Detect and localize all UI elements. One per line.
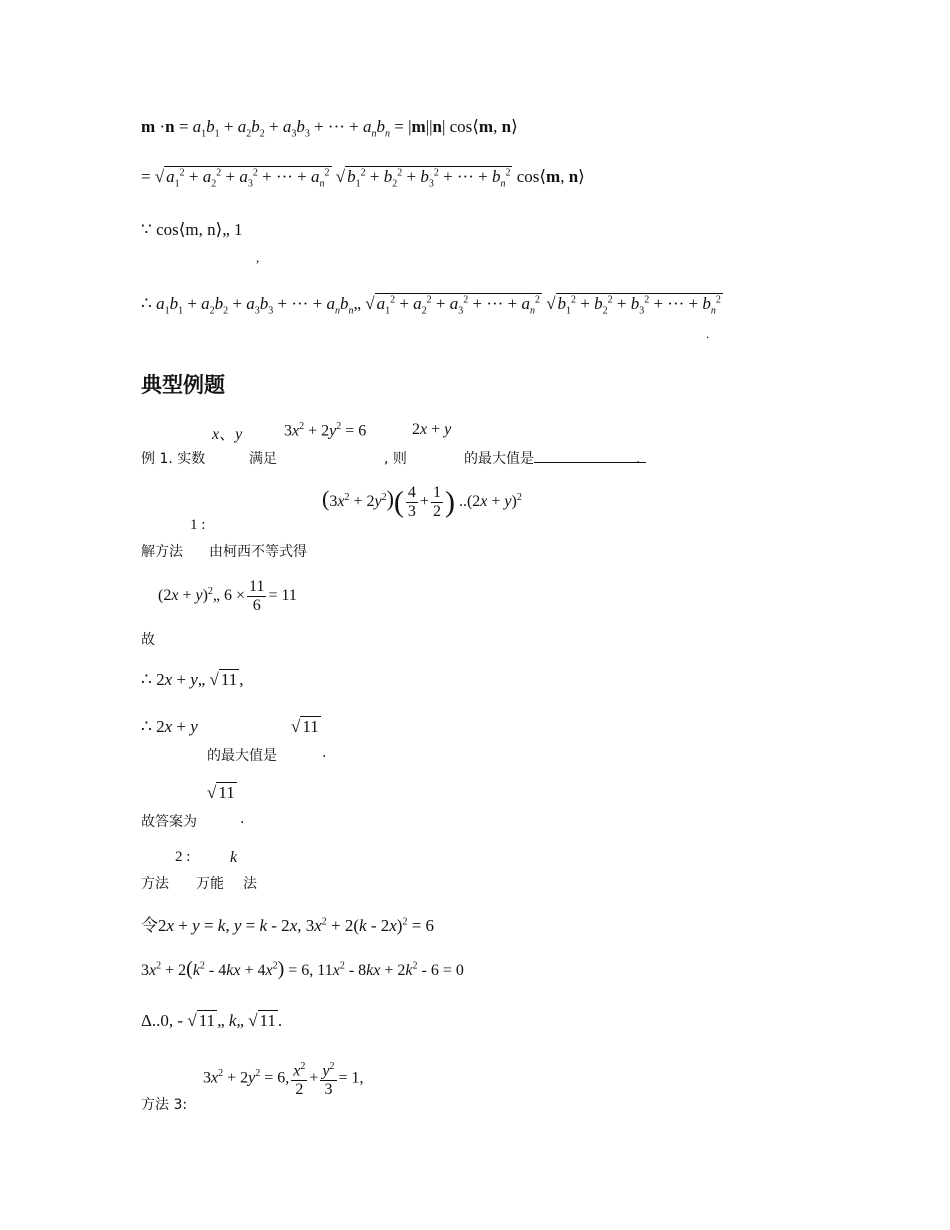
dot-product-formula: $m \cdot n = a_1b_1 + a_2b_2 + a_3b_3$ + ··· + $a_nb_n = |m||n|$ cos⟨m, n⟩ bbox=[141, 117, 518, 140]
method1-inequality: $(3x^2 + 2y^2)$( $\frac{4}{3}$ + $\frac{1}{2}$ ) $..(2x + y)^2$ bbox=[322, 484, 522, 520]
method1-answer-end: . bbox=[240, 811, 245, 827]
method1-inequality2: $(2x + y)^2„$ 6 × $\frac{11}{6}$ = 11 bbox=[158, 578, 297, 614]
method1-result2-end: . bbox=[322, 745, 327, 761]
math-line-cauchy-result: ∴ $a_1b_1 + a_2b_2 + a_3b_3$ + ··· + $a_nb_n„$ √ $a_1^2 + a_2^2 + a_3^2$ + ··· + $a_n^2$ √ $b_1^2 + b_2^2 + b_3^2$ + ··· + $b_n^2$ bbox=[141, 294, 721, 317]
method1-result1: ∴ 2x + y„ √ 11 , bbox=[141, 670, 244, 689]
example1-vars: x、y bbox=[212, 426, 243, 443]
method2-label2: 万能 bbox=[196, 876, 224, 892]
method1-number: 1 : bbox=[190, 517, 206, 533]
math-line-comma: , bbox=[256, 250, 260, 265]
method1-gu: 故 bbox=[141, 632, 155, 648]
example1-condition: $3x^2 + 2y^2 = 6$ bbox=[284, 421, 367, 440]
example1-expr: 2x + y bbox=[412, 421, 452, 438]
method1-answer-sqrt: √ 11 bbox=[207, 783, 235, 802]
method3-line1: $3x^2 + 2y^2 = 6$, $\frac{x^2}{2}$ + $\frac{y^2}{3}$ = 1, bbox=[203, 1058, 364, 1099]
example1-satisfy: 满足 bbox=[249, 451, 277, 467]
method2-line1: 令2x + y = k, y = k - 2x, $3x^2 + 2(k - 2x)^2 = 6$ bbox=[141, 916, 435, 935]
method2-label3: 法 bbox=[243, 876, 257, 892]
method1-desc: 由柯西不等式得 bbox=[209, 544, 307, 560]
method2-line3: Δ..0, - √ 11 „ k„ √ 11 . bbox=[141, 1011, 283, 1030]
math-line-cos-bound: ∵ cos⟨m, n⟩„ 1 bbox=[141, 220, 243, 239]
method1-result2-expr: ∴ 2x + y bbox=[141, 717, 198, 736]
example1-max-text: 的最大值是 . bbox=[464, 448, 640, 468]
method1-result2-sqrt: √ 11 bbox=[291, 717, 319, 736]
example1-statement: 例 1. 实数 bbox=[141, 451, 206, 467]
method3-label: 方法 3: bbox=[141, 1097, 188, 1113]
math-line-norm-product: = √ $a_1^2 + a_2^2 + a_3^2$ + ··· + $a_n^2$ √ $b_1^2 + b_2^2 + b_3^2$ + ··· + $b_n^2$ cos⟨m, n⟩ bbox=[141, 167, 585, 190]
method2-k: k bbox=[230, 849, 238, 866]
method1-answer-text: 故答案为 bbox=[141, 814, 197, 830]
math-line-period: . bbox=[706, 326, 710, 341]
section-title: 典型例题 bbox=[141, 373, 225, 397]
method2-label: 方法 bbox=[141, 876, 169, 892]
method2-line2: $3x^2 + 2(k^2 - 4kx + 4x^2) = 6$, $11x^2 - 8kx + 2k^2 - 6 = 0$ bbox=[141, 958, 464, 980]
method1-result2-text: 的最大值是 bbox=[207, 748, 277, 764]
method1-label: 解方法 bbox=[141, 544, 183, 560]
math-line-dot-product bbox=[141, 117, 518, 139]
answer-blank bbox=[534, 448, 646, 463]
method2-number: 2 : bbox=[175, 849, 191, 865]
example1-then: , 则 bbox=[384, 451, 407, 467]
